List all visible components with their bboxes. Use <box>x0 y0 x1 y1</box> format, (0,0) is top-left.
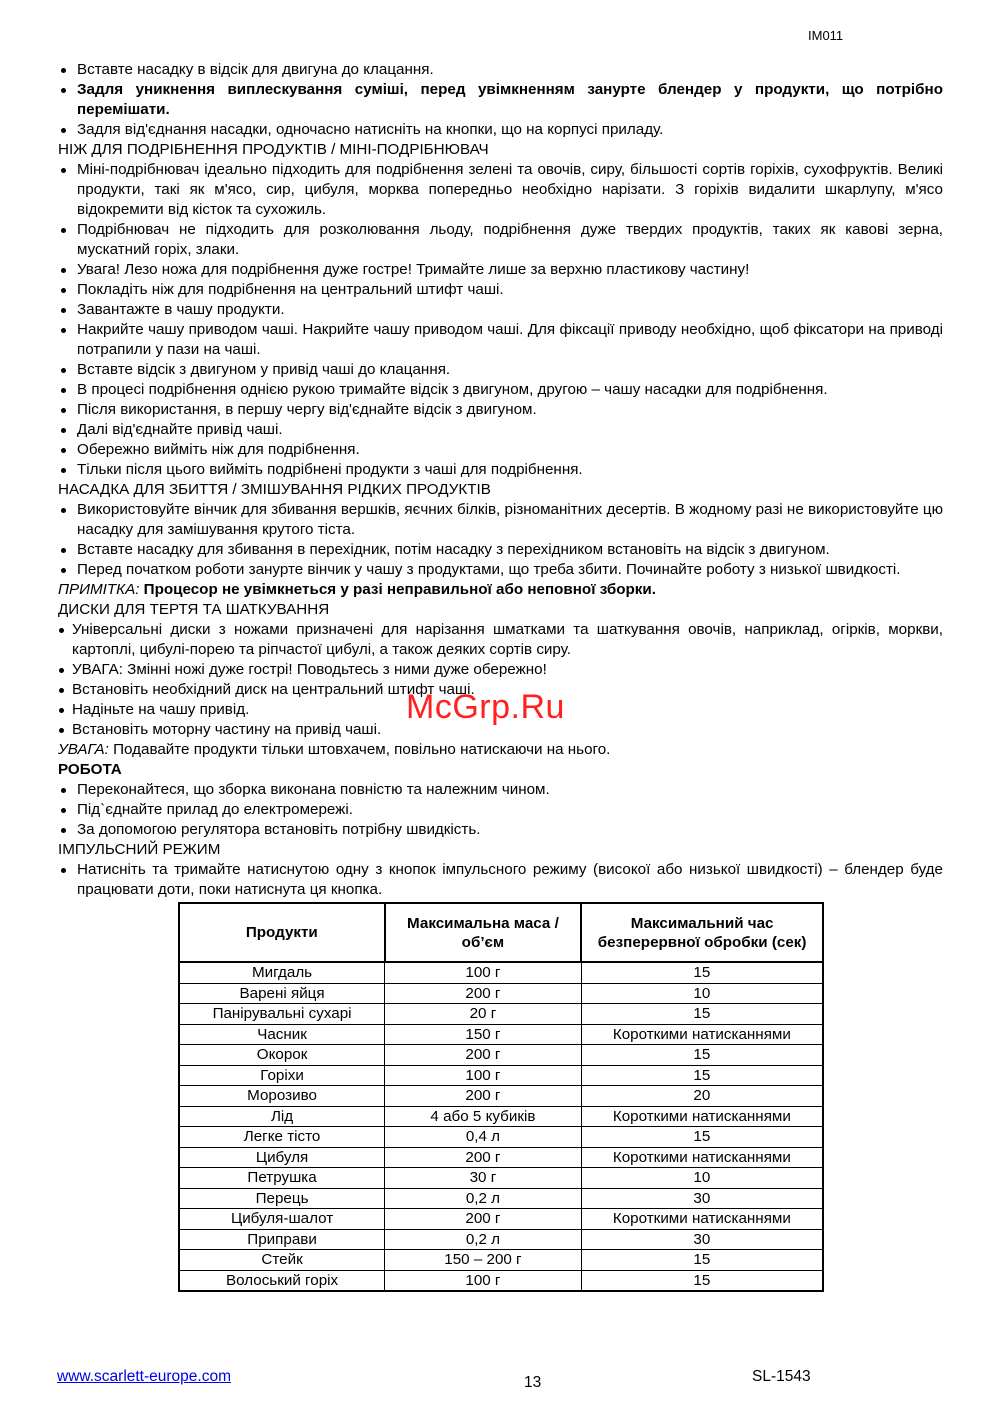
table-row <box>179 1045 823 1066</box>
note <box>58 740 943 760</box>
table-cell: 10 <box>581 1168 823 1189</box>
note-text: Процесор не увімкнеться у разі неправильної або неповної зборки. <box>139 581 656 598</box>
table-cell: 15 <box>581 1004 823 1025</box>
table-cell: Часник <box>179 1024 385 1045</box>
table-row <box>179 962 823 983</box>
note-label: ПРИМІТКА: <box>58 581 140 598</box>
column-header: Продукти <box>179 903 385 962</box>
list-item: Завантажте в чашу продукти. <box>58 300 943 320</box>
section-pulse-list <box>58 860 943 900</box>
table-row <box>179 1270 823 1291</box>
table-row <box>179 1065 823 1086</box>
table-cell: 30 г <box>385 1168 582 1189</box>
section-heading: РОБОТА <box>58 761 122 778</box>
table-cell: Цибуля-шалот <box>179 1209 385 1230</box>
table-cell: 15 <box>581 1045 823 1066</box>
table-cell: 15 <box>581 1270 823 1291</box>
list-item: Задля від'єднання насадки, одночасно натисніть на кнопки, що на корпусі приладу. <box>58 120 943 140</box>
watermark: McGrp.Ru <box>406 688 565 726</box>
table-cell: Короткими натисканнями <box>581 1209 823 1230</box>
table-cell: 200 г <box>385 983 582 1004</box>
list-item: Тільки після цього вийміть подрібнені продукти з чаші для подрібнення. <box>58 460 943 480</box>
list-item: Надіньте на чашу привід. <box>58 700 943 720</box>
table-body <box>179 962 823 1291</box>
list-item: Використовуйте вінчик для збивання вершків, яєчних білків, різноманітних десертів. В жодному разі не використовуйте цю насадку для замішування крутого тіста. <box>58 500 943 540</box>
section-chopper-list <box>58 160 943 480</box>
list-item: Покладіть ніж для подрібнення на центральний штифт чаші. <box>58 280 943 300</box>
table-cell: 30 <box>581 1188 823 1209</box>
list-item: Переконайтеся, що зборка виконана повністю та належним чином. <box>58 780 943 800</box>
table-row <box>179 1127 823 1148</box>
section-operation-list <box>58 780 943 840</box>
table-row <box>179 1168 823 1189</box>
list-item: Далі від'єднайте привід чаші. <box>58 420 943 440</box>
table-row <box>179 1004 823 1025</box>
table-cell: 200 г <box>385 1086 582 1107</box>
note-text: Подавайте продукти тільки штовхачем, повільно натискаючи на нього. <box>108 741 611 758</box>
table-cell: 100 г <box>385 1270 582 1291</box>
product-model: SL-1543 <box>752 1368 811 1385</box>
table-cell: 100 г <box>385 1065 582 1086</box>
table-header-row <box>179 903 823 962</box>
table-cell: 20 <box>581 1086 823 1107</box>
table-row <box>179 1229 823 1250</box>
table-cell: Волоський горіх <box>179 1270 385 1291</box>
section-discs-list <box>58 620 943 740</box>
table-cell: 30 <box>581 1229 823 1250</box>
table-cell: 200 г <box>385 1045 582 1066</box>
instruction-content <box>58 60 943 1292</box>
table-row <box>179 983 823 1004</box>
section-whisk-list <box>58 500 943 580</box>
section-heading: ІМПУЛЬСНИЙ РЕЖИМ <box>58 841 221 858</box>
page-number: 13 <box>524 1374 542 1391</box>
list-item: Перед початком роботи занурте вінчик у чашу з продуктами, що треба збити. Починайте роботу з низької швидкості. <box>58 560 943 580</box>
list-item: Вставте насадку для збивання в перехідник, потім насадку з перехідником встановіть на відсік з двигуном. <box>58 540 943 560</box>
section-attachment-list <box>58 60 943 140</box>
list-item: Вставте відсік з двигуном у привід чаші до клацання. <box>58 360 943 380</box>
table-row <box>179 1147 823 1168</box>
website-link[interactable]: www.scarlett-europe.com <box>57 1368 232 1385</box>
list-item: Задля уникнення виплескування суміші, перед увімкненням занурте блендер у продукти, що потрібно перемішати. <box>58 80 943 120</box>
table-cell: Морозиво <box>179 1086 385 1107</box>
table-row <box>179 1086 823 1107</box>
table-cell: 100 г <box>385 962 582 983</box>
list-item: Міні-подрібнювач ідеально підходить для подрібнення зелені та овочів, сиру, більшості сортів горіхів, сухофруктів. Великі продукти, такі як м'ясо, сир, цибуля, морква попередньо необхідно нарізати. З горіхів видалити шкарлупу, м'ясо відокремити від кісток та сухожиль. <box>58 160 943 220</box>
section-heading: НАСАДКА ДЛЯ ЗБИТТЯ / ЗМІШУВАННЯ РІДКИХ ПРОДУКТІВ <box>58 481 491 498</box>
table-cell: 0,2 л <box>385 1229 582 1250</box>
table-cell: Короткими натисканнями <box>581 1106 823 1127</box>
table-cell: 150 – 200 г <box>385 1250 582 1271</box>
list-item: Під`єднайте прилад до електромережі. <box>58 800 943 820</box>
table-cell: 15 <box>581 1250 823 1271</box>
list-item: Вставте насадку в відсік для двигуна до клацання. <box>58 60 943 80</box>
list-item: В процесі подрібнення однією рукою тримайте відсік з двигуном, другою – чашу насадки для подрібнення. <box>58 380 943 400</box>
list-item: Універсальні диски з ножами призначені для нарізання шматками та шаткування овочів, наприклад, огірків, моркви, картоплі, цибулі-порею та ріпчастої цибулі, а також деяких сортів сиру. <box>58 620 943 660</box>
table-row <box>179 1209 823 1230</box>
table-cell: Перець <box>179 1188 385 1209</box>
table-cell: Лід <box>179 1106 385 1127</box>
table-cell: Окорок <box>179 1045 385 1066</box>
list-item: Після використання, в першу чергу від'єднайте відсік з двигуном. <box>58 400 943 420</box>
list-item: УВАГА: Змінні ножі дуже гострі! Поводьтесь з ними дуже обережно! <box>58 660 943 680</box>
processing-table <box>178 902 824 1292</box>
table-cell: 15 <box>581 1065 823 1086</box>
table-cell: 200 г <box>385 1147 582 1168</box>
table-row <box>179 1106 823 1127</box>
list-item: Обережно вийміть ніж для подрібнення. <box>58 440 943 460</box>
section-heading: ДИСКИ ДЛЯ ТЕРТЯ ТА ШАТКУВАННЯ <box>58 601 330 618</box>
table-cell: 0,4 л <box>385 1127 582 1148</box>
section-heading: НІЖ ДЛЯ ПОДРІБНЕННЯ ПРОДУКТІВ / МІНІ-ПОДРІБНЮВАЧ <box>58 141 489 158</box>
table-cell: Мигдаль <box>179 962 385 983</box>
table-cell: 10 <box>581 983 823 1004</box>
table-cell: Приправи <box>179 1229 385 1250</box>
note <box>58 580 943 600</box>
table-cell: Короткими натисканнями <box>581 1024 823 1045</box>
list-item: За допомогою регулятора встановіть потрібну швидкість. <box>58 820 943 840</box>
column-header: Максимальна маса / об’єм <box>385 903 582 962</box>
table-cell: 4 або 5 кубиків <box>385 1106 582 1127</box>
table-cell: 200 г <box>385 1209 582 1230</box>
list-item: Встановіть необхідний диск на центральний штифт чаші. <box>58 680 943 700</box>
table-cell: 15 <box>581 962 823 983</box>
model-code: IM011 <box>808 28 844 43</box>
table-cell: Варені яйця <box>179 983 385 1004</box>
table-row <box>179 1188 823 1209</box>
table-cell: 0,2 л <box>385 1188 582 1209</box>
table-row <box>179 1250 823 1271</box>
list-item: Встановіть моторну частину на привід чаші. <box>58 720 943 740</box>
table-cell: 15 <box>581 1127 823 1148</box>
column-header: Максимальний час безперервної обробки (сек) <box>581 903 823 962</box>
list-item: Увага! Лезо ножа для подрібнення дуже гостре! Тримайте лише за верхню пластикову частину! <box>58 260 943 280</box>
table-cell: 20 г <box>385 1004 582 1025</box>
table-row <box>179 1024 823 1045</box>
list-item: Подрібнювач не підходить для розколювання льоду, подрібнення дуже твердих продуктів, таких як кавові зерна, мускатний горіх, злаки. <box>58 220 943 260</box>
table-cell: Горіхи <box>179 1065 385 1086</box>
note-label: УВАГА: <box>58 741 109 758</box>
table-cell: 150 г <box>385 1024 582 1045</box>
table-cell: Панірувальні сухарі <box>179 1004 385 1025</box>
table-cell: Короткими натисканнями <box>581 1147 823 1168</box>
list-item: Натисніть та тримайте натиснутою одну з кнопок імпульсного режиму (високої або низької швидкості) – блендер буде працювати доти, поки натиснута ця кнопка. <box>58 860 943 900</box>
list-item: Накрийте чашу приводом чаші. Накрийте чашу приводом чаші. Для фіксації приводу необхідно, щоб фіксатори на приводі потрапили у пази на чаші. <box>58 320 943 360</box>
table-cell: Стейк <box>179 1250 385 1271</box>
table-cell: Легке тісто <box>179 1127 385 1148</box>
table-cell: Петрушка <box>179 1168 385 1189</box>
table-cell: Цибуля <box>179 1147 385 1168</box>
